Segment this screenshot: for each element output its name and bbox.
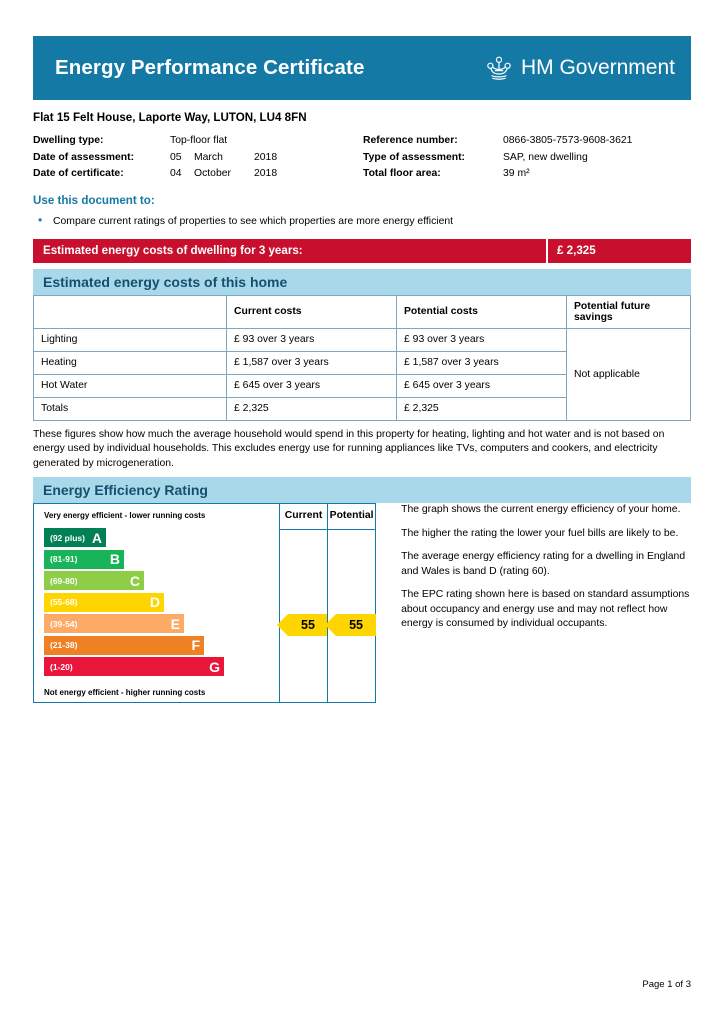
row-heating-label: Heating: [34, 351, 227, 374]
certificate-day: 04: [170, 168, 182, 179]
total-floor-area-value: 39 m²: [503, 168, 530, 179]
details-left-values: [170, 133, 277, 183]
crown-icon: [484, 53, 514, 83]
property-address: Flat 15 Felt House, Laporte Way, LUTON, LU4 8FN: [33, 111, 307, 124]
row-heating-current: £ 1,587 over 3 years: [227, 351, 397, 374]
row-hotwater-potential: £ 645 over 3 years: [397, 374, 567, 397]
eer-band-f-range: (21-38): [50, 640, 78, 650]
eer-current-column: [280, 504, 327, 702]
eer-band-e: [44, 614, 184, 633]
col-head-savings: Potential future savings: [567, 295, 691, 328]
totals-label: Totals: [34, 397, 227, 420]
eer-paragraph-2: The higher the rating the lower your fuel bills are likely to be.: [401, 527, 679, 539]
eer-current-divider: [280, 529, 327, 530]
eer-band-b: [44, 550, 124, 569]
estimated-cost-label: Estimated energy costs of dwelling for 3 years:: [33, 239, 546, 263]
certificate-year: 2018: [254, 168, 278, 179]
date-of-assessment-value: [170, 150, 277, 167]
eer-band-b-letter: B: [109, 551, 120, 567]
hm-government-logo: [484, 53, 675, 83]
table-header-row: [34, 295, 691, 328]
total-floor-area-label: Total floor area:: [363, 168, 441, 179]
energy-costs-table: [33, 295, 691, 421]
table-row: [34, 328, 691, 351]
date-of-certificate-label: Date of certificate:: [33, 168, 124, 179]
eer-current-rating: 55: [288, 614, 328, 636]
totals-potential: £ 2,325: [397, 397, 567, 420]
eer-band-g-range: (1-20): [50, 661, 73, 672]
certificate-month: October: [194, 168, 231, 179]
row-lighting-current: £ 93 over 3 years: [227, 328, 397, 351]
costs-section-heading: Estimated energy costs of this home: [33, 269, 691, 295]
eer-current-header: Current: [284, 510, 323, 521]
page-title: Energy Performance Certificate: [55, 56, 365, 79]
hm-government-text: HM Government: [520, 56, 675, 79]
costs-note: These figures show how much the average household would spend in this property for heating, lighting and hot water and is not based on energy used by individual households. This excludes energy use for running appliances like TVs, computers and cookers, and electricity generated by microgeneration.: [33, 428, 665, 469]
reference-number-value: 0866-3805-7573-9608-3621: [503, 135, 633, 146]
eer-band-e-letter: E: [170, 615, 180, 632]
eer-band-c-range: (69-80): [50, 575, 78, 586]
col-head-current: Current costs: [227, 295, 397, 328]
eer-band-e-range: (39-54): [50, 618, 78, 629]
eer-band-g: [44, 657, 224, 676]
eer-band-list: [44, 528, 275, 679]
assessment-year: 2018: [254, 151, 278, 163]
eer-paragraph-3: The average energy efficiency rating for a dwelling in England and Wales is band D (rating 60).: [401, 551, 686, 577]
details-left-labels: [33, 133, 170, 183]
eer-potential-divider: [328, 529, 375, 530]
row-hotwater-current: £ 645 over 3 years: [227, 374, 397, 397]
details-left-column: [33, 133, 363, 183]
eer-band-a-letter: A: [91, 529, 102, 546]
eer-top-caption: Very energy efficient - lower running costs: [44, 511, 206, 520]
certificate-details: [33, 133, 691, 183]
row-lighting-label: Lighting: [34, 328, 227, 351]
eer-potential-header: Potential: [329, 510, 374, 521]
row-hotwater-label: Hot Water: [34, 374, 227, 397]
eer-potential-column: [327, 504, 375, 702]
eer-explanation: [401, 503, 691, 703]
row-heating-potential: £ 1,587 over 3 years: [397, 351, 567, 374]
eer-section-heading: Energy Efficiency Rating: [33, 477, 691, 503]
eer-band-a: [44, 528, 106, 547]
eer-band-g-letter: G: [209, 658, 220, 675]
date-of-assessment-label: Date of assessment:: [33, 151, 135, 163]
bullet-icon: •: [38, 212, 43, 227]
row-lighting-potential: £ 93 over 3 years: [397, 328, 567, 351]
eer-band-f: [44, 636, 204, 655]
totals-current: £ 2,325: [227, 397, 397, 420]
eer-bands-panel: [34, 504, 280, 702]
col-head-potential: Potential costs: [397, 295, 567, 328]
eer-band-d: [44, 593, 164, 612]
type-of-assessment-value: SAP, new dwelling: [503, 151, 588, 163]
eer-band-d-range: (55-68): [50, 597, 78, 607]
eer-paragraph-4: The EPC rating shown here is based on standard assumptions about occupancy and energy use and may not reflect how energy is consumed by individual occupants.: [401, 589, 690, 629]
use-document-heading: Use this document to:: [33, 193, 155, 207]
page-header: [33, 36, 691, 100]
use-document-bullet: [33, 213, 691, 227]
eer-section: [33, 503, 691, 703]
eer-bottom-caption: Not energy efficient - higher running costs: [44, 688, 206, 697]
page-footer: Page 1 of 3: [642, 979, 691, 990]
eer-value-columns: [280, 504, 375, 702]
dwelling-type-label: Dwelling type:: [33, 135, 104, 146]
assessment-day: 05: [170, 151, 182, 163]
use-document-bullet-text: Compare current ratings of properties to see which properties are more energy efficient: [53, 215, 454, 227]
col-head-item: [34, 295, 227, 328]
details-right-labels: [363, 133, 503, 183]
estimated-cost-value: £ 2,325: [546, 239, 691, 263]
eer-band-c-letter: C: [129, 572, 140, 589]
eer-band-b-range: (81-91): [50, 554, 78, 564]
page-content: [33, 36, 691, 703]
eer-potential-rating: 55: [336, 614, 376, 636]
date-of-certificate-value: [170, 166, 277, 183]
eer-band-a-range: (92 plus): [50, 532, 85, 543]
savings-value: Not applicable: [567, 328, 691, 420]
estimated-cost-bar: [33, 239, 691, 263]
eer-paragraph-1: The graph shows the current energy efficiency of your home.: [401, 504, 681, 515]
details-right-column: [363, 133, 632, 183]
eer-graph: [33, 503, 376, 703]
eer-band-d-letter: D: [149, 594, 160, 610]
dwelling-type-value: Top-floor flat: [170, 135, 228, 146]
eer-band-f-letter: F: [191, 637, 200, 653]
eer-band-c: [44, 571, 144, 590]
type-of-assessment-label: Type of assessment:: [363, 151, 466, 163]
reference-number-label: Reference number:: [363, 135, 458, 146]
details-right-values: [503, 133, 632, 183]
assessment-month: March: [194, 151, 223, 163]
